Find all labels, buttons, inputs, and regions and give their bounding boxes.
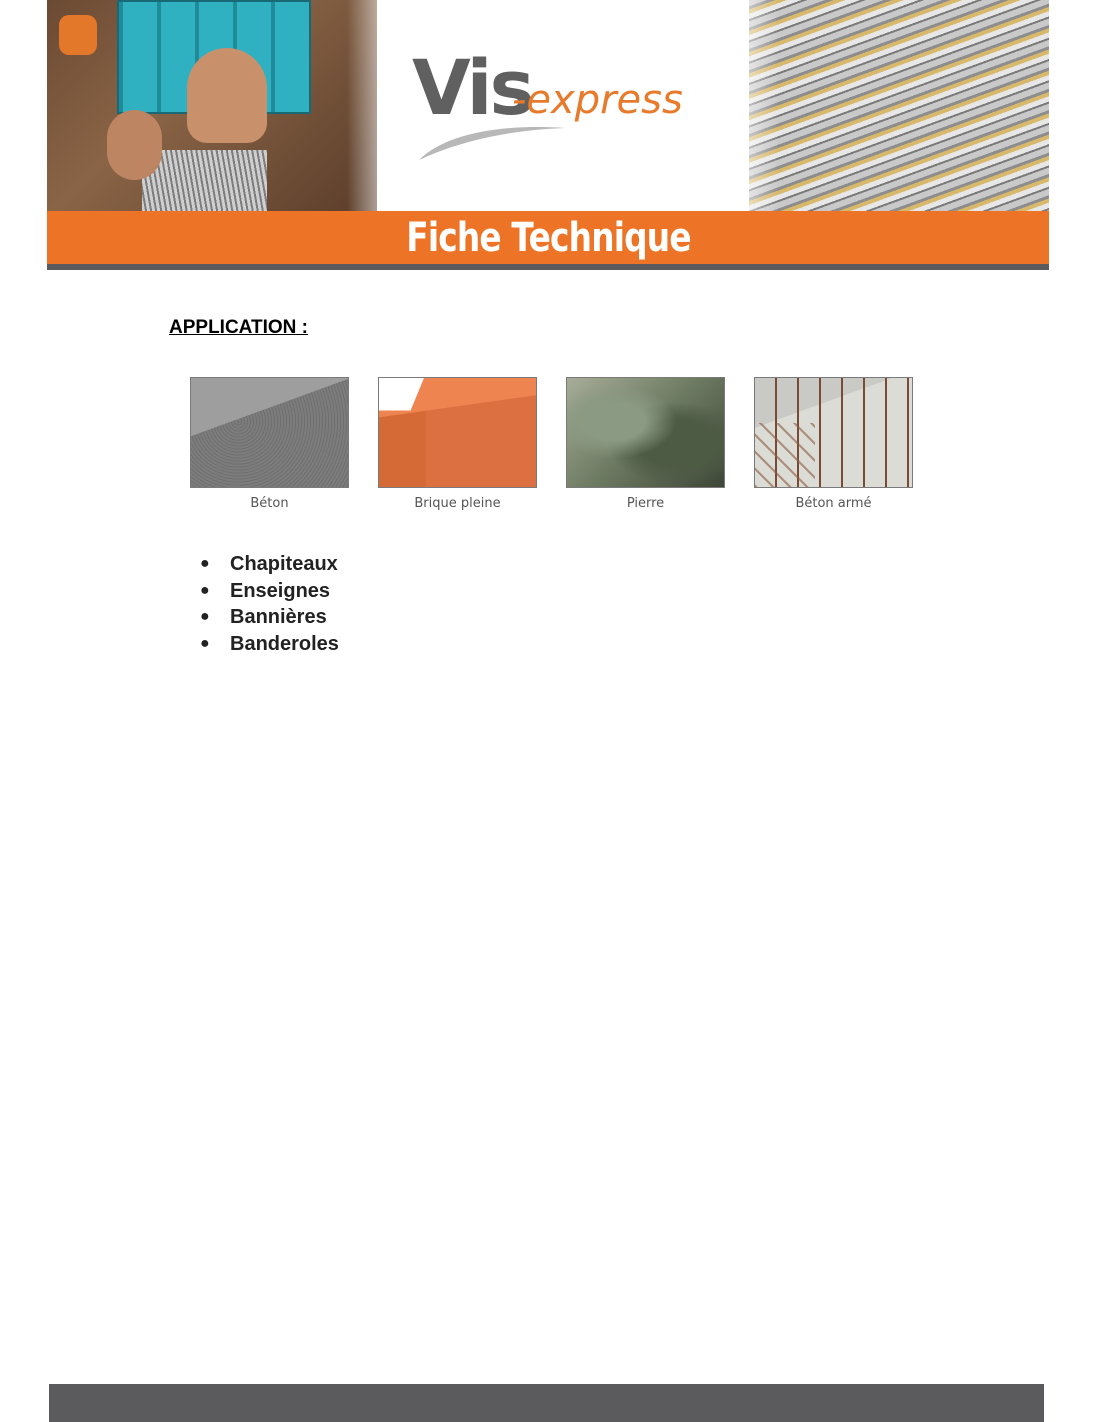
beton-image [190,377,349,488]
logo-swoosh-icon [417,120,567,165]
tools-photo [47,0,377,211]
tape-measure [59,15,97,55]
bullet-icon: ● [200,555,210,572]
material-label: Brique pleine [414,496,501,511]
logo-main-text: Vis [412,43,532,132]
page-title: Fiche Technique [405,214,691,261]
material-card-brique-pleine [378,377,537,511]
bullet-icon: ● [200,581,210,599]
title-bar [47,211,1049,264]
material-card-pierre [566,377,725,511]
screws-photo [749,0,1049,211]
list-item: ● Bannières [200,604,339,631]
material-label: Béton [250,496,289,511]
list-item: ● Chapiteaux [200,551,339,578]
pierre-image [566,377,725,488]
brique-pleine-image [378,377,537,488]
list-item: ● Banderoles [200,631,339,658]
brand-logo [412,43,702,160]
bullet-icon: ● [200,635,210,653]
hand [187,48,267,143]
material-label: Béton armé [795,496,872,511]
application-heading: APPLICATION : [169,317,308,338]
list-item: ● Enseignes [200,578,339,605]
uses-list [200,551,339,658]
logo-accent-text: -express [512,77,683,123]
title-underline [47,264,1049,270]
beton-arme-image [754,377,913,488]
material-card-beton [190,377,349,511]
material-card-beton-arme [754,377,913,511]
page-header [47,0,1049,270]
header-banner [47,0,1049,211]
footer-bar [49,1384,1044,1422]
bullet-icon: ● [200,608,210,626]
materials-row [190,377,914,517]
hand [107,110,162,180]
material-label: Pierre [626,496,665,511]
